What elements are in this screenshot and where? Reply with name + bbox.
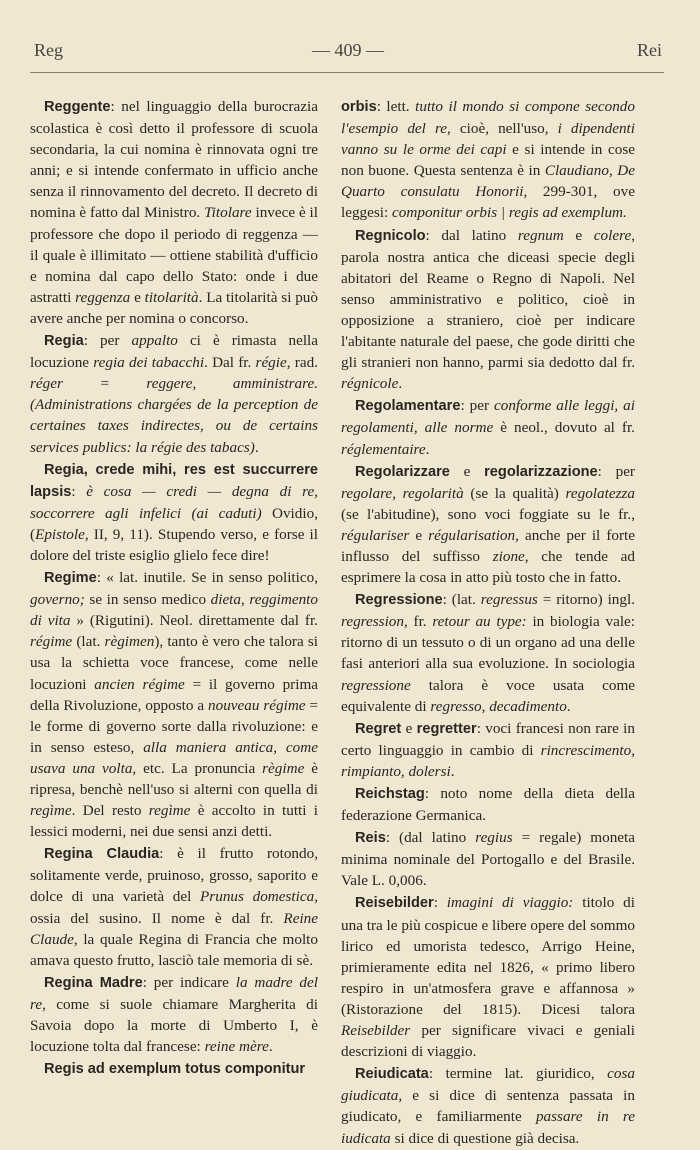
entry-italic-text: è cosa — credi — degna di re, soccorrere agli infelici (ai caduti) — [30, 482, 318, 522]
entry-italic-text: titolarità — [144, 288, 199, 306]
entry-text: e si intende in cose non buone. Questa sentenza è in — [341, 141, 635, 180]
entry-text: è ripresa, benchè nell'uso si alterni con quella di — [30, 759, 318, 798]
entry-text: (se l'abitudine), sono voci foggiate su le fr., — [341, 505, 635, 523]
entry-text: : (dal latino — [385, 829, 476, 847]
entry-text: . — [254, 438, 259, 456]
entry-text: talora è voce usata come equivalente di — [341, 676, 635, 715]
entry-italic-text: Reine Claude — [30, 909, 318, 948]
entry-italic-text: réglementaire — [341, 440, 426, 458]
entry-headword: Reichstag — [355, 786, 425, 802]
entry-headword: Reggente — [44, 99, 111, 115]
entry-italic-text: tutto il mondo si compone secondo l'esempio del re — [341, 98, 635, 138]
entry-text: , — [241, 591, 250, 609]
entry-text: e — [563, 226, 594, 244]
dictionary-entry — [341, 225, 635, 395]
entry-headword: Reis — [355, 830, 386, 847]
entry-text: se in senso medico — [84, 591, 211, 609]
left-column — [30, 96, 318, 1081]
entry-italic-text: De Quarto consulatu Honorii — [341, 162, 636, 201]
entry-italic-text: la madre del re — [30, 973, 318, 1013]
running-header — [34, 40, 662, 66]
entry-italic-text: régie — [255, 354, 287, 372]
entry-italic-text: componitur orbis | regis ad exemplum. — [392, 204, 627, 222]
dictionary-entry — [30, 972, 318, 1057]
header-rule — [30, 72, 664, 73]
entry-italic-text: dolersi — [408, 762, 451, 780]
entry-italic-text: régime — [30, 633, 73, 651]
entry-text: e — [449, 462, 485, 480]
entry-italic-text: règimen — [104, 633, 155, 651]
entry-text: : per indicare — [142, 973, 236, 991]
entry-italic-text: nouveau régime — [208, 696, 306, 714]
dictionary-entry — [341, 589, 635, 717]
entry-text: : « lat. inutile. Se in senso politico, — [96, 569, 318, 587]
entry-text: , cioè, nell'uso, — [447, 120, 558, 138]
entry-italic-text: Claudiano — [544, 162, 609, 180]
entry-italic-text: régularisation — [428, 526, 516, 544]
entry-text: ), tanto è vero che talora si usa la schietta voce francese, come nelle locuzioni — [30, 633, 318, 693]
entry-text: , ossia del susino. Il nome è dal fr. — [30, 888, 318, 927]
entry-italic-text: reine mère — [204, 1038, 269, 1056]
entry-italic-text: regìme — [30, 802, 72, 820]
entry-text: in biologia vale: ritorno di un tessuto o di un organo ad una delle fasi anteriori alla sua evoluzione. In sociologia — [341, 613, 636, 673]
entry-text: . — [566, 697, 571, 715]
entry-text: . — [398, 375, 403, 393]
entry-text: : per — [597, 462, 635, 480]
entry-text: : termine lat. giuridico, — [428, 1065, 608, 1083]
entry-text: e — [409, 526, 429, 544]
page-number: — 409 — — [312, 40, 384, 60]
entry-italic-text: règime — [262, 759, 305, 777]
entry-text: . La titolarità si può avere anche per nomina o concorso. — [30, 288, 318, 327]
entry-text: , — [481, 697, 490, 715]
entry-text: , — [392, 484, 403, 502]
entry-text: : per — [83, 332, 132, 350]
entry-text: : voci francesi non rare in certo linguaggio in cambio di — [341, 719, 635, 759]
entry-text: : nel linguaggio della burocrazia scolastica è così detto il professore di scuola secondaria, la cui nomina è rinnovata ogni tre anni; e si intende confermato in ufficio anche senza il rinnovamento del decreto. Il decreto di nomina è fatto dal Ministro. — [30, 98, 318, 222]
dictionary-entry — [30, 843, 318, 971]
entry-text: : noto nome della dieta della federazione Germanica. — [341, 785, 635, 825]
entry-italic-text: imagini di viaggio: — [446, 894, 574, 912]
dictionary-entry — [30, 330, 318, 458]
entry-italic-text: régnicole — [341, 375, 399, 393]
entry-text: e — [130, 288, 145, 306]
dictionary-entry — [30, 1058, 318, 1080]
entry-italic-text: dieta — [210, 591, 241, 609]
entry-text: » (Rigutini). Neol. direttamente dal fr. — [70, 612, 318, 630]
entry-text: ci è rimasta nella locuzione — [30, 332, 318, 372]
entry-text: , 299-301, ove leggesi: — [341, 183, 635, 222]
entry-italic-text: regìme — [148, 802, 191, 820]
entry-italic-text: alla maniera antica, come usava una volta — [30, 738, 318, 777]
dictionary-entry — [341, 718, 635, 782]
entry-text: (lat. — [72, 633, 105, 651]
entry-text: : — [433, 894, 447, 912]
entry-italic-text: regolatezza — [565, 484, 635, 502]
entry-text: , che tende ad esprimere la cosa in atto più tosto che in fatto. — [341, 547, 635, 587]
entry-text: = le forme di governo sorte dalla rivoluzione: e in senso esteso, — [30, 696, 318, 756]
entry-text: = il governo prima della Rivoluzione, opposto a — [30, 675, 319, 714]
entry-text: . — [268, 1038, 273, 1056]
entry-text: per significare vivaci e geniali descrizioni di viaggio. — [341, 1022, 635, 1061]
entry-text: e — [401, 719, 417, 737]
entry-headword: Regina Claudia — [44, 846, 160, 863]
entry-italic-text: i dipendenti vanno su le orme dei capi — [341, 120, 635, 159]
entry-italic-text: Prunus domestica — [200, 888, 315, 906]
right-column — [341, 96, 635, 1150]
dictionary-entry — [30, 96, 318, 329]
entry-headword: Regressione — [355, 592, 443, 609]
entry-text: titolo di una tra le più cospicue e libere opere del sommo lirico ed umorista tedesco, Arrigo Heine, primieramente edita nel 1826, « primo libero respiro in un'atmosfera grave e affannosa » (Ristorazione del 1815). Dicesi talora — [341, 894, 635, 1018]
entry-italic-text: regolare — [341, 484, 393, 502]
entry-headword: orbis — [341, 99, 377, 115]
entry-headword: Reisebilder — [355, 895, 434, 912]
entry-italic-text: cosa giudicata — [341, 1065, 635, 1105]
entry-headword: Reiudicata — [355, 1066, 429, 1083]
entry-headword: Regolamentare — [355, 398, 461, 415]
entry-text: . — [425, 440, 430, 458]
entry-text: = regale) moneta minima nominale del Portogallo e del Brasile. Vale L. 0,006. — [341, 829, 636, 890]
entry-headword: Regia, crede mihi, res est succurrere lapsis — [30, 461, 318, 500]
entry-italic-text: zione — [492, 547, 525, 565]
dictionary-entry — [341, 461, 635, 589]
entry-italic-text: ancien régime — [94, 675, 185, 693]
entry-headword: Regime — [44, 570, 97, 587]
entry-italic-text: regnum — [517, 226, 564, 244]
entry-text: si dice di questione già decisa. — [390, 1129, 580, 1147]
entry-headword: regretter — [416, 720, 477, 737]
entry-italic-text: conforme alle leggi, ai regolamenti, alle norme — [341, 397, 635, 437]
entry-text: : lett. — [376, 98, 416, 115]
entry-text: = ritorno) ingl. — [537, 591, 635, 609]
entry-text: , parola nostra antica che diceasi specie degli abitatori del Reame o Regno di Napoli. Nel senso amministrativo e politico, cioè in opposizione a straniero, cioè per indicare l'abitante naturale del paese, che gode diritti che gli stranieri non hanno, parmi sia dedotto dal fr. — [341, 226, 635, 372]
entry-italic-text: regressione — [341, 676, 411, 694]
dictionary-entry — [341, 395, 635, 459]
entry-text: , etc. La pronuncia — [132, 759, 263, 777]
entry-italic-text: régulariser — [341, 526, 410, 544]
entry-text: : — [71, 482, 87, 500]
entry-italic-text: rincrescimento — [540, 741, 632, 759]
entry-text: : dal latino — [425, 226, 518, 244]
entry-text: : (lat. — [442, 591, 481, 609]
entry-headword: Regnicolo — [355, 227, 426, 244]
entry-text: : è il frutto rotondo, solitamente verde, pruinoso, grosso, saporito e dolce di una varietà del — [30, 845, 318, 906]
entry-italic-text: regresso — [430, 697, 482, 715]
header-right-guide-word: Rei — [637, 40, 662, 60]
entry-text: , come si suole chiamare Margherita di Savoia dopo la morte di Umberto I, è locuzione tolta dal francese: — [30, 995, 318, 1056]
entry-italic-text: appalto — [131, 332, 178, 350]
entry-italic-text: regolarità — [402, 484, 464, 502]
entry-italic-text: rimpianto — [341, 762, 401, 780]
dictionary-entry — [30, 459, 318, 566]
entry-text: , anche per il forte influsso del suffisso — [341, 526, 635, 565]
entry-text: , II, 9, 11). Stupendo verso, e forse il dolore del triste esiglio glielo fece dire! — [30, 525, 318, 564]
dictionary-entry — [341, 1063, 635, 1148]
header-left-guide-word: Reg — [34, 40, 63, 60]
entry-italic-text: reggenza — [75, 288, 131, 306]
entry-italic-text: regressus — [480, 591, 538, 609]
entry-text: è accolto in tutti i lessici moderni, nei due sensi anzi detti. — [30, 802, 318, 841]
entry-text: , — [631, 741, 635, 759]
entry-text: , la quale Regina di Francia che molto amava questo frutto, lasciò tale memoria di sè. — [30, 930, 318, 969]
entry-headword: regolarizzazione — [484, 463, 598, 480]
entry-italic-text: colere — [593, 226, 632, 244]
entry-headword: Regia — [44, 333, 84, 350]
entry-italic-text: Epistole — [35, 525, 85, 543]
entry-headword: Regina Madre — [44, 974, 143, 991]
entry-text: : per — [460, 397, 494, 415]
entry-text: . — [450, 762, 455, 780]
entry-text: . Del resto — [71, 802, 149, 820]
entry-italic-text: Reisebilder — [341, 1022, 411, 1040]
entry-text: , e si dice di sentenza passata in giudicato, e familiarmente — [341, 1087, 635, 1126]
entry-text: , fr. — [404, 613, 433, 631]
entry-italic-text: regius — [475, 829, 513, 847]
entry-text: , — [608, 162, 618, 180]
entry-italic-text: réger = reggere, amministrare. (Administrations chargées de la perception de certaines taxes indirectes, ou de certains services publics: la régie des tabacs) — [30, 375, 318, 456]
entry-italic-text: regia dei tabacchi — [93, 354, 205, 372]
dictionary-entry — [341, 783, 635, 826]
entry-text: . Dal fr. — [204, 354, 256, 372]
dictionary-entry — [341, 892, 635, 1062]
dictionary-entry — [341, 96, 635, 224]
entry-text: è neol., dovuto al fr. — [493, 419, 635, 437]
entry-headword: Regis ad exemplum totus componitur — [44, 1061, 306, 1078]
entry-headword: Regret — [355, 720, 402, 737]
entry-italic-text: retour au type: — [432, 613, 527, 631]
entry-text: (se la qualità) — [463, 484, 566, 502]
entry-italic-text: reggimento di vita — [30, 591, 318, 630]
entry-italic-text: governo; — [30, 591, 85, 609]
entry-headword: Regolarizzare — [355, 463, 450, 480]
entry-text: Ovidio, ( — [30, 504, 318, 543]
entry-italic-text: regression — [341, 613, 404, 631]
entry-text: , — [400, 762, 409, 780]
dictionary-entry — [341, 827, 635, 891]
dictionary-entry — [30, 567, 318, 842]
entry-text: , rad. — [286, 354, 318, 372]
entry-text: invece è il professore che dopo il periodo di reggenza — il quale è illimitato — ottiene stabilità d'ufficio e nomina dal capo dello Stato: onde i due astratti — [30, 204, 319, 306]
entry-italic-text: Titolare — [204, 204, 252, 222]
entry-italic-text: passare in re iudicata — [341, 1108, 635, 1147]
entry-italic-text: decadimento — [489, 697, 567, 715]
